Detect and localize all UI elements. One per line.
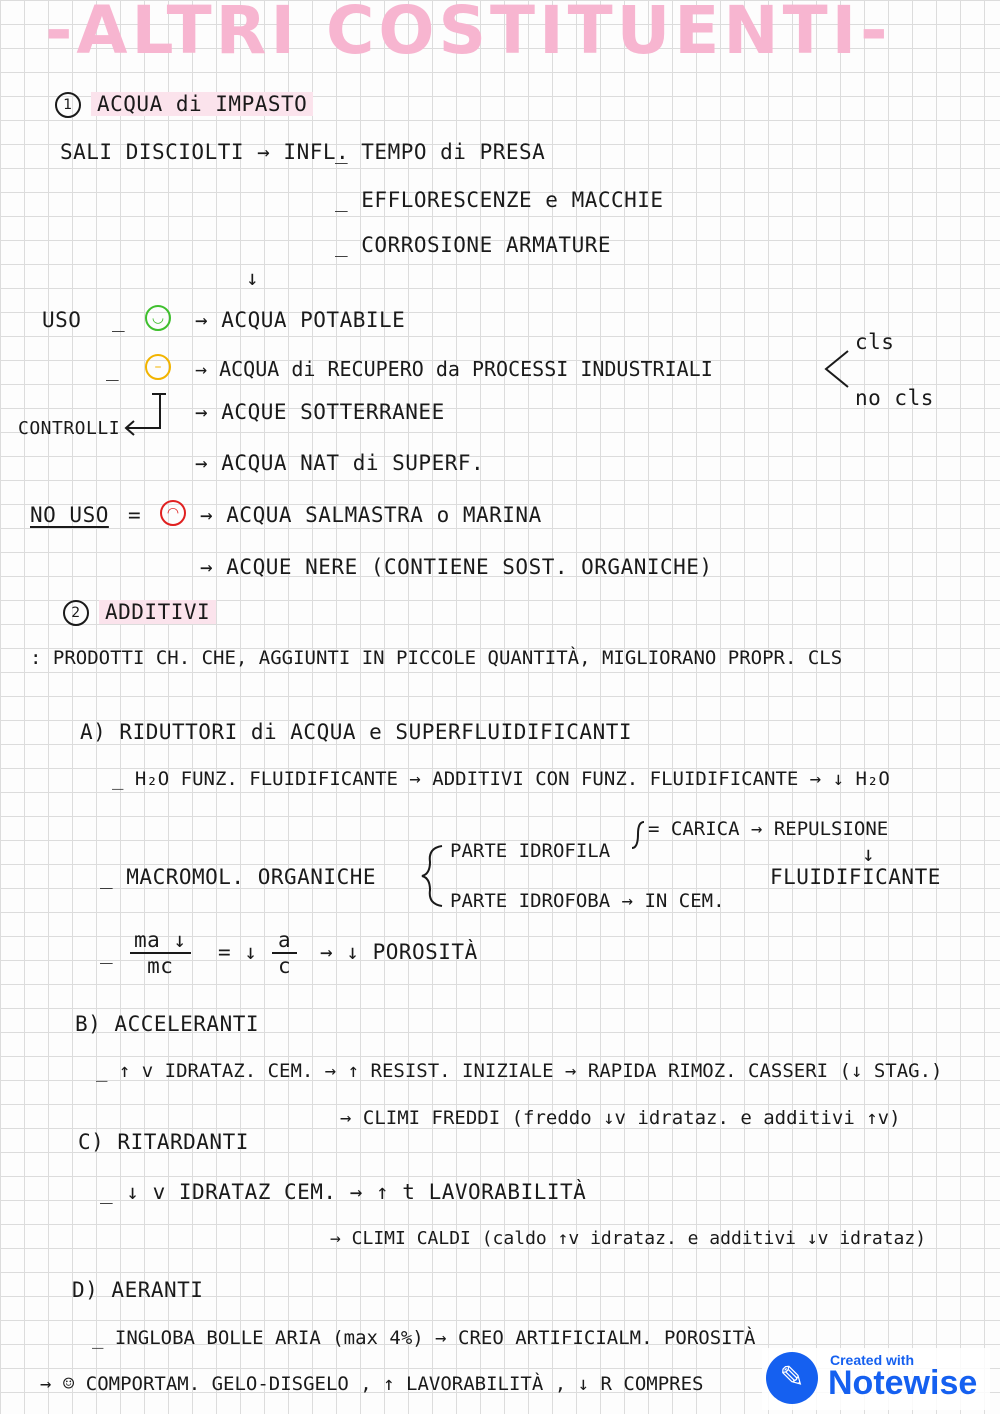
uso-label: USO xyxy=(42,308,82,332)
pen-icon: ✎ xyxy=(766,1352,818,1404)
controlli-label: CONTROLLI xyxy=(18,418,121,439)
dash: _ xyxy=(106,357,120,381)
watermark-brand: Notewise xyxy=(828,1364,978,1402)
notewise-watermark xyxy=(762,1348,990,1410)
section-2-title: ADDITIVI xyxy=(99,600,216,624)
macromol-brace xyxy=(418,842,448,910)
water-nere: → ACQUE NERE (CONTIENE SOST. ORGANICHE) xyxy=(200,555,713,579)
water-sotterranee: → ACQUE SOTTERRANEE xyxy=(195,400,445,424)
cls-branch xyxy=(822,345,852,395)
section-number: 2 xyxy=(63,600,89,626)
fraction-denominator: mc xyxy=(147,954,174,978)
happy-face-icon: ◡ xyxy=(145,305,171,331)
section-2-heading xyxy=(63,600,216,626)
no-uso-label: NO USO xyxy=(30,503,109,527)
neutral-face-icon: – xyxy=(145,354,171,380)
a-item-1: _ H₂O FUNZ. FLUIDIFICANTE → ADDITIVI CON FUNZ. FLUIDIFICANTE → ↓ H₂O xyxy=(112,768,890,790)
fraction-equals: = ↓ xyxy=(218,940,258,964)
b-item-2: → CLIMI FREDDI (freddo ↓v idrataz. e additivi ↑v) xyxy=(340,1107,901,1129)
section-d-title: D) AERANTI xyxy=(72,1278,204,1302)
d-item-1: _ INGLOBA BOLLE ARIA (max 4%) → CREO ARTIFICIALM. POROSITÀ xyxy=(92,1327,756,1349)
section-b-title: B) ACCELERANTI xyxy=(75,1012,260,1036)
fraction-a-c xyxy=(272,928,297,978)
d-item-2: → ☺ COMPORTAM. GELO-DISGELO , ↑ LAVORABILITÀ , ↓ R COMPRES xyxy=(40,1373,704,1395)
fraction-numerator: a xyxy=(272,928,297,954)
sad-face-icon: ◠ xyxy=(160,500,186,526)
carica-repulsione: = CARICA → REPULSIONE xyxy=(648,818,889,840)
parte-idrofoba: PARTE IDROFOBA → IN CEM. xyxy=(450,890,725,912)
effect-corrosione: _ CORROSIONE ARMATURE xyxy=(335,233,612,257)
dash: _ xyxy=(100,940,114,964)
section-1-heading xyxy=(55,92,313,118)
dash: _ xyxy=(112,308,126,332)
sali-disciolti: SALI DISCIOLTI → INFL. xyxy=(60,140,350,164)
water-potabile: → ACQUA POTABILE xyxy=(195,308,406,332)
a-item-2: _ MACROMOL. ORGANICHE xyxy=(100,865,377,889)
b-item-1: _ ↑ v IDRATAZ. CEM. → ↑ RESIST. INIZIALE → RAPIDA RIMOZ. CASSERI (↓ STAG.) xyxy=(96,1060,943,1082)
c-item-1: _ ↓ v IDRATAZ CEM. → ↑ t LAVORABILITÀ xyxy=(100,1180,587,1204)
section-number: 1 xyxy=(55,92,81,118)
effect-tempo-presa: _ TEMPO di PRESA xyxy=(335,140,546,164)
fluidificante-label: FLUIDIFICANTE xyxy=(770,865,941,889)
additivi-definition: : PRODOTTI CH. CHE, AGGIUNTI IN PICCOLE QUANTITÀ, MIGLIORANO PROPR. CLS xyxy=(30,647,843,669)
cls-label: cls xyxy=(855,330,895,354)
section-a-title: A) RIDUTTORI di ACQUA e SUPERFLUIDIFICANTI xyxy=(80,720,633,744)
porosita-result: → ↓ POROSITÀ xyxy=(320,940,478,964)
fraction-numerator: ma ↓ xyxy=(130,928,191,954)
equals: = xyxy=(128,503,142,527)
fraction-ma-mc xyxy=(130,928,191,978)
parte-idrofila: PARTE IDROFILA xyxy=(450,840,611,862)
watermark-created-with: Created with xyxy=(830,1352,915,1368)
section-1-title: ACQUA di IMPASTO xyxy=(91,92,313,116)
section-c-title: C) RITARDANTI xyxy=(78,1130,249,1154)
page-title: -ALTRI COSTITUENTI- xyxy=(45,0,892,69)
water-salmastra: → ACQUA SALMASTRA o MARINA xyxy=(200,503,542,527)
effect-efflorescenze: _ EFFLORESCENZE e MACCHIE xyxy=(335,188,664,212)
controlli-arrow xyxy=(122,392,177,437)
water-superficiali: → ACQUA NAT di SUPERF. xyxy=(195,451,485,475)
idrofila-link xyxy=(630,818,650,858)
c-item-2: → CLIMI CALDI (caldo ↑v idrataz. e additivi ↓v idrataz) xyxy=(330,1228,927,1249)
down-arrow: ↓ xyxy=(246,266,260,290)
no-cls-label: no cls xyxy=(855,386,934,410)
down-arrow: ↓ xyxy=(862,842,876,866)
water-recupero: → ACQUA di RECUPERO da PROCESSI INDUSTRIALI xyxy=(195,357,713,381)
fraction-denominator: c xyxy=(278,954,292,978)
